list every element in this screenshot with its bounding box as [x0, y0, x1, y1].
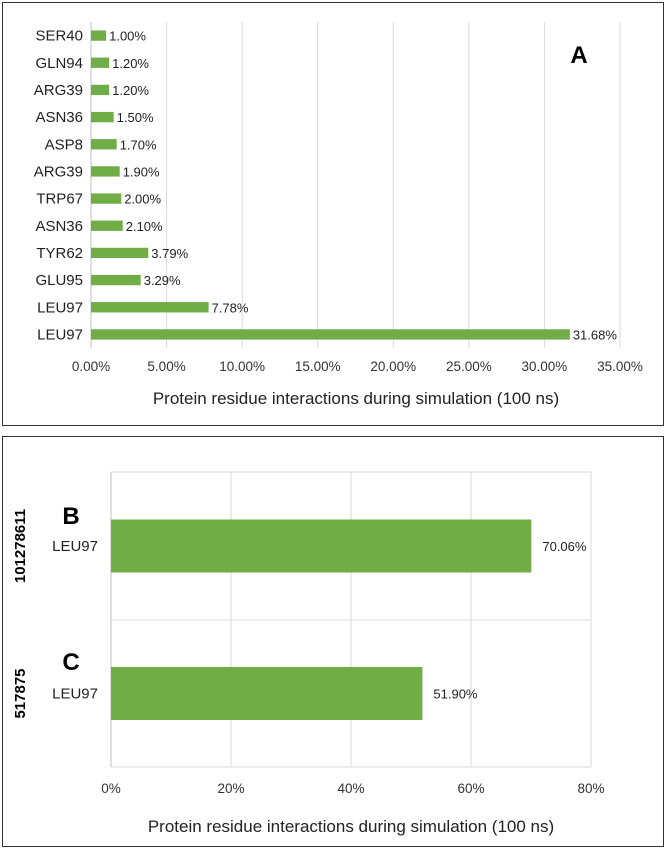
data-label: 2.00%	[124, 191, 162, 207]
data-label: 2.10%	[125, 218, 163, 234]
x-tick-label: 80%	[577, 781, 605, 796]
x-tick-label: 25.00%	[445, 359, 492, 374]
bar	[91, 30, 106, 40]
panel-a	[2, 2, 664, 426]
bar	[91, 112, 114, 122]
x-tick-label: 0.00%	[71, 359, 111, 374]
data-label: 1.20%	[112, 82, 150, 98]
bar	[91, 329, 570, 339]
category-label: SER40	[35, 27, 83, 45]
panel-letter-a: A	[570, 42, 588, 69]
panel-letter: C	[62, 649, 80, 676]
bar	[91, 302, 209, 312]
category-label: GLN94	[35, 54, 83, 72]
data-label: 51.90%	[433, 686, 478, 702]
x-tick-label: 5.00%	[147, 359, 186, 374]
category-label: LEU97	[37, 299, 83, 317]
chart-a	[3, 3, 665, 427]
bar	[91, 221, 123, 231]
x-tick-label: 60%	[457, 781, 485, 796]
data-label: 3.29%	[143, 273, 181, 289]
x-axis-title: Protein residue interactions during simulation (100 ns)	[152, 389, 560, 408]
category-label: TRP67	[36, 190, 83, 208]
category-label: GLU95	[35, 272, 83, 290]
x-tick-label: 40%	[337, 781, 365, 796]
category-label: TYR62	[36, 244, 83, 262]
category-label: LEU97	[37, 326, 83, 344]
data-label: 1.90%	[122, 164, 160, 180]
data-label: 1.20%	[112, 55, 150, 71]
x-tick-label: 35.00%	[597, 359, 643, 374]
data-label: 7.78%	[211, 300, 249, 316]
x-tick-label: 30.00%	[521, 359, 568, 374]
bar	[111, 667, 422, 720]
chart-bc	[3, 437, 665, 848]
data-label: 70.06%	[542, 539, 587, 554]
category-label: ASN36	[35, 109, 83, 127]
category-label: LEU97	[52, 685, 98, 703]
bar	[91, 58, 109, 68]
x-tick-label: 20%	[217, 781, 245, 796]
bar	[91, 166, 120, 176]
data-label: 3.79%	[151, 245, 189, 261]
bar	[91, 139, 117, 149]
category-label: ASN36	[35, 217, 83, 235]
data-label: 1.70%	[119, 137, 157, 153]
x-tick-label: 15.00%	[294, 359, 341, 374]
x-tick-label: 10.00%	[219, 359, 266, 374]
x-tick-label: 0%	[101, 781, 121, 796]
panel-bc	[2, 436, 664, 847]
category-label: LEU97	[52, 538, 98, 555]
group-label: 101278611	[12, 508, 29, 584]
panel-letter: B	[62, 503, 80, 530]
bar	[91, 248, 148, 258]
bar	[111, 520, 531, 573]
data-label: 31.68%	[572, 327, 617, 343]
bar	[91, 275, 141, 285]
category-label: ASP8	[44, 136, 83, 154]
data-label: 1.50%	[116, 110, 154, 126]
bar	[91, 193, 121, 203]
data-label: 1.00%	[109, 28, 146, 44]
x-axis-title: Protein residue interactions during simulation (100 ns)	[147, 817, 555, 836]
x-tick-label: 20.00%	[370, 359, 417, 374]
group-label: 517875	[12, 668, 29, 719]
category-label: ARG39	[33, 163, 83, 181]
bar	[91, 85, 109, 95]
category-label: ARG39	[33, 81, 83, 99]
